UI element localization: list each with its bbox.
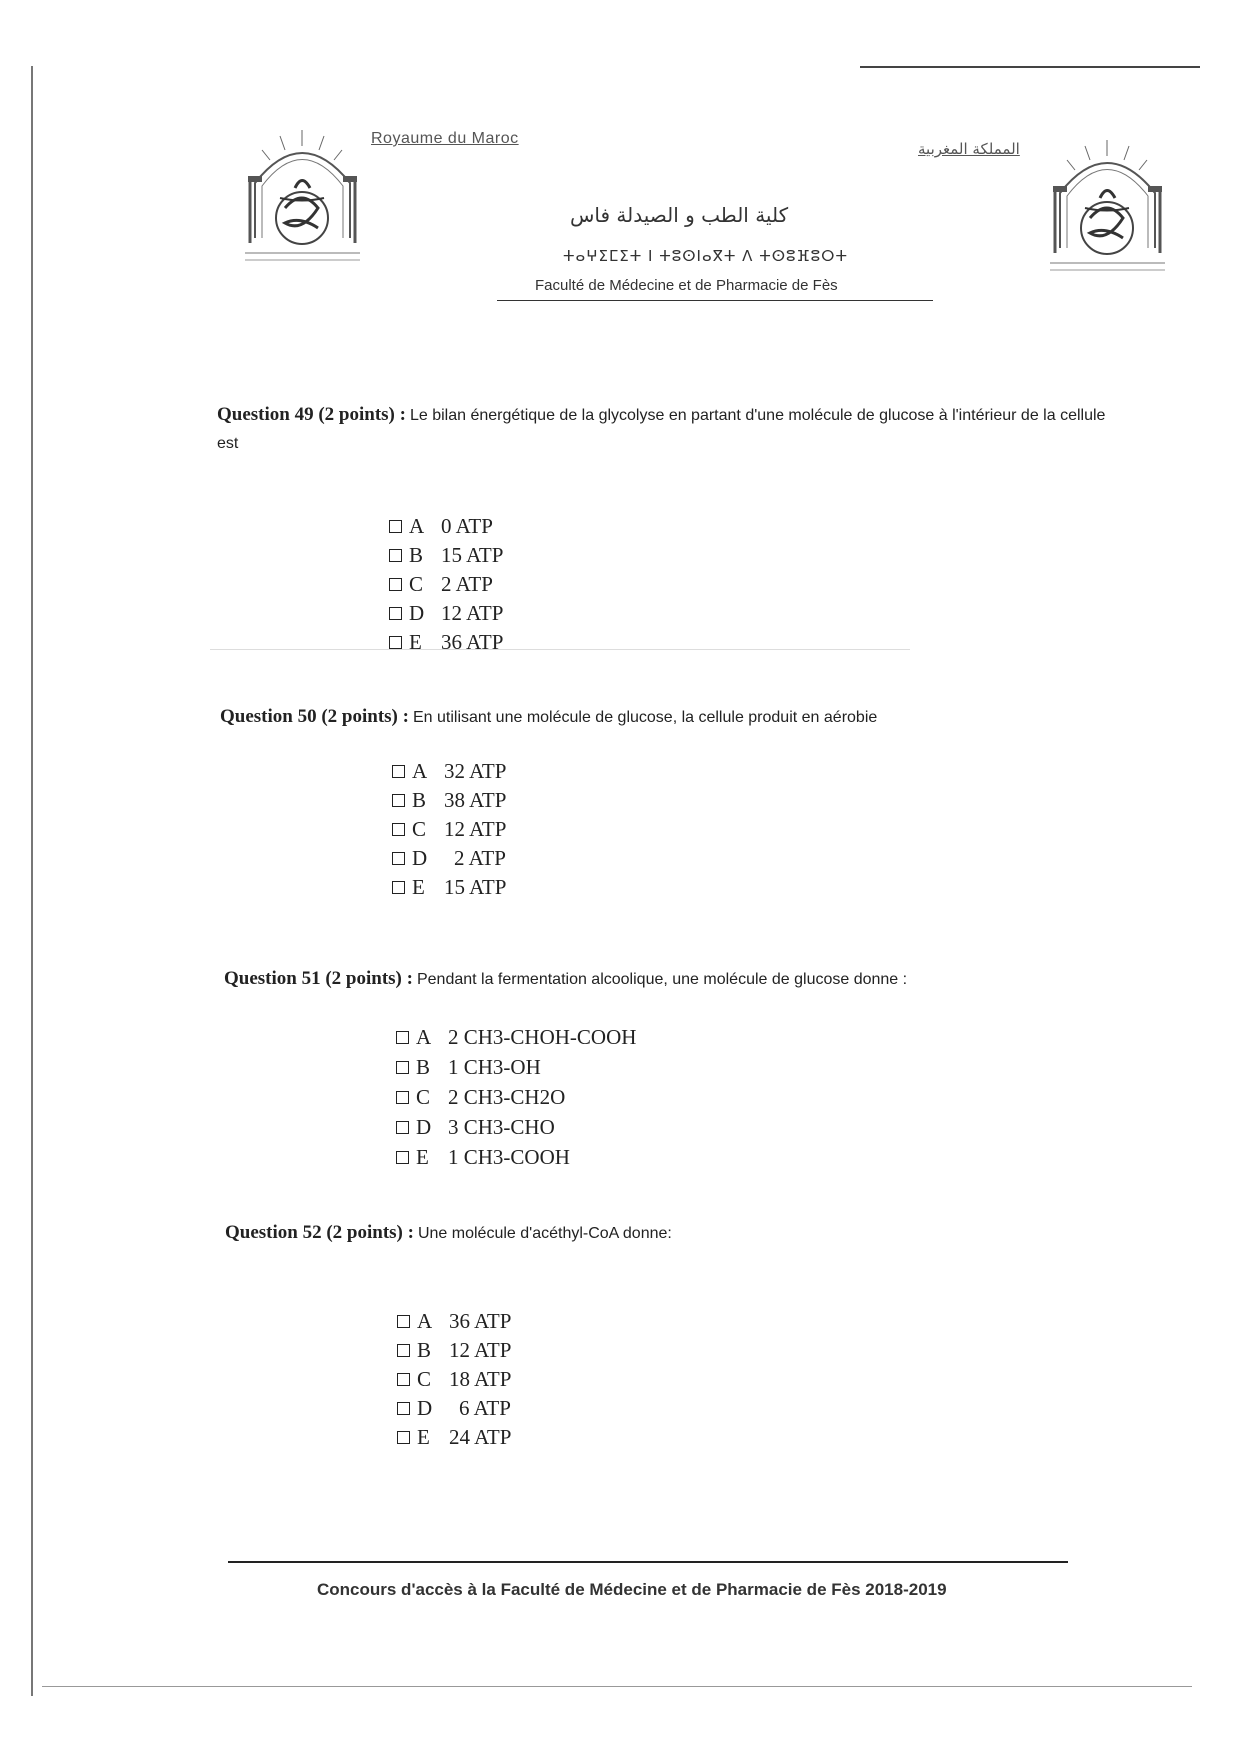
question-51-text: Pendant la fermentation alcoolique, une molécule de glucose donne : [416, 971, 908, 988]
question-49-label: Question 49 (2 points) : [217, 404, 406, 425]
header-faculty-french: Faculté de Médecine et de Pharmacie de Fès [535, 277, 838, 294]
checkbox-icon[interactable] [389, 607, 402, 620]
checkbox-icon[interactable] [392, 794, 405, 807]
checkbox-icon[interactable] [392, 765, 405, 778]
header-kingdom-french: Royaume du Maroc [371, 130, 519, 147]
checkbox-icon[interactable] [396, 1121, 409, 1134]
question-50 [220, 703, 1120, 732]
checkbox-icon[interactable] [392, 823, 405, 836]
checkbox-icon[interactable] [392, 852, 405, 865]
checkbox-icon[interactable] [397, 1344, 410, 1357]
header-faculty-tifinagh: ⵜⴰⵖⵉⵎⵉⵜ ⵏ ⵜⵓⵙⵏⴰⴳⵜ ⴷ ⵜⵙⵓⴼⵓⵔⵜ [563, 247, 848, 265]
scan-border-bottom [42, 1686, 1192, 1687]
checkbox-icon[interactable] [389, 578, 402, 591]
question-51-label: Question 51 (2 points) : [224, 968, 413, 989]
question-52-label: Question 52 (2 points) : [225, 1222, 414, 1243]
checkbox-icon[interactable] [389, 520, 402, 533]
checkbox-icon[interactable] [392, 881, 405, 894]
question-52-text: Une molécule d'acéthyl-CoA donne: [417, 1225, 672, 1242]
checkbox-icon[interactable] [397, 1373, 410, 1386]
question-51 [224, 965, 1124, 994]
scan-border-left [31, 66, 33, 1696]
checkbox-icon[interactable] [389, 549, 402, 562]
checkbox-icon[interactable] [397, 1431, 410, 1444]
footer-divider [228, 1561, 1068, 1563]
question-49-text: Le bilan énergétique de la glycolyse en partant d'une molécule de glucose à l'intérieur de la cellule est [217, 407, 1106, 452]
question-50-label: Question 50 (2 points) : [220, 706, 409, 727]
question-50-text: En utilisant une molécule de glucose, la cellule produit en aérobie [412, 709, 878, 726]
header-kingdom-arabic: المملكة المغربية [918, 140, 1020, 158]
footer-text: Concours d'accès à la Faculté de Médecine et de Pharmacie de Fès 2018-2019 [317, 1580, 947, 1599]
checkbox-icon[interactable] [397, 1315, 410, 1328]
checkbox-icon[interactable] [397, 1402, 410, 1415]
header-faculty-arabic: كلية الطب و الصيدلة فاس [570, 203, 789, 227]
checkbox-icon[interactable] [396, 1031, 409, 1044]
question-49 [217, 401, 1117, 458]
scan-noise-line [210, 649, 910, 650]
checkbox-icon[interactable] [396, 1091, 409, 1104]
checkbox-icon[interactable] [396, 1151, 409, 1164]
checkbox-icon[interactable] [396, 1061, 409, 1074]
header-underline [497, 300, 933, 301]
question-52 [225, 1219, 1125, 1248]
university-emblem-right [1045, 138, 1170, 288]
checkbox-icon[interactable] [389, 636, 402, 649]
university-emblem-left [240, 128, 365, 278]
scan-border-top [860, 66, 1200, 68]
